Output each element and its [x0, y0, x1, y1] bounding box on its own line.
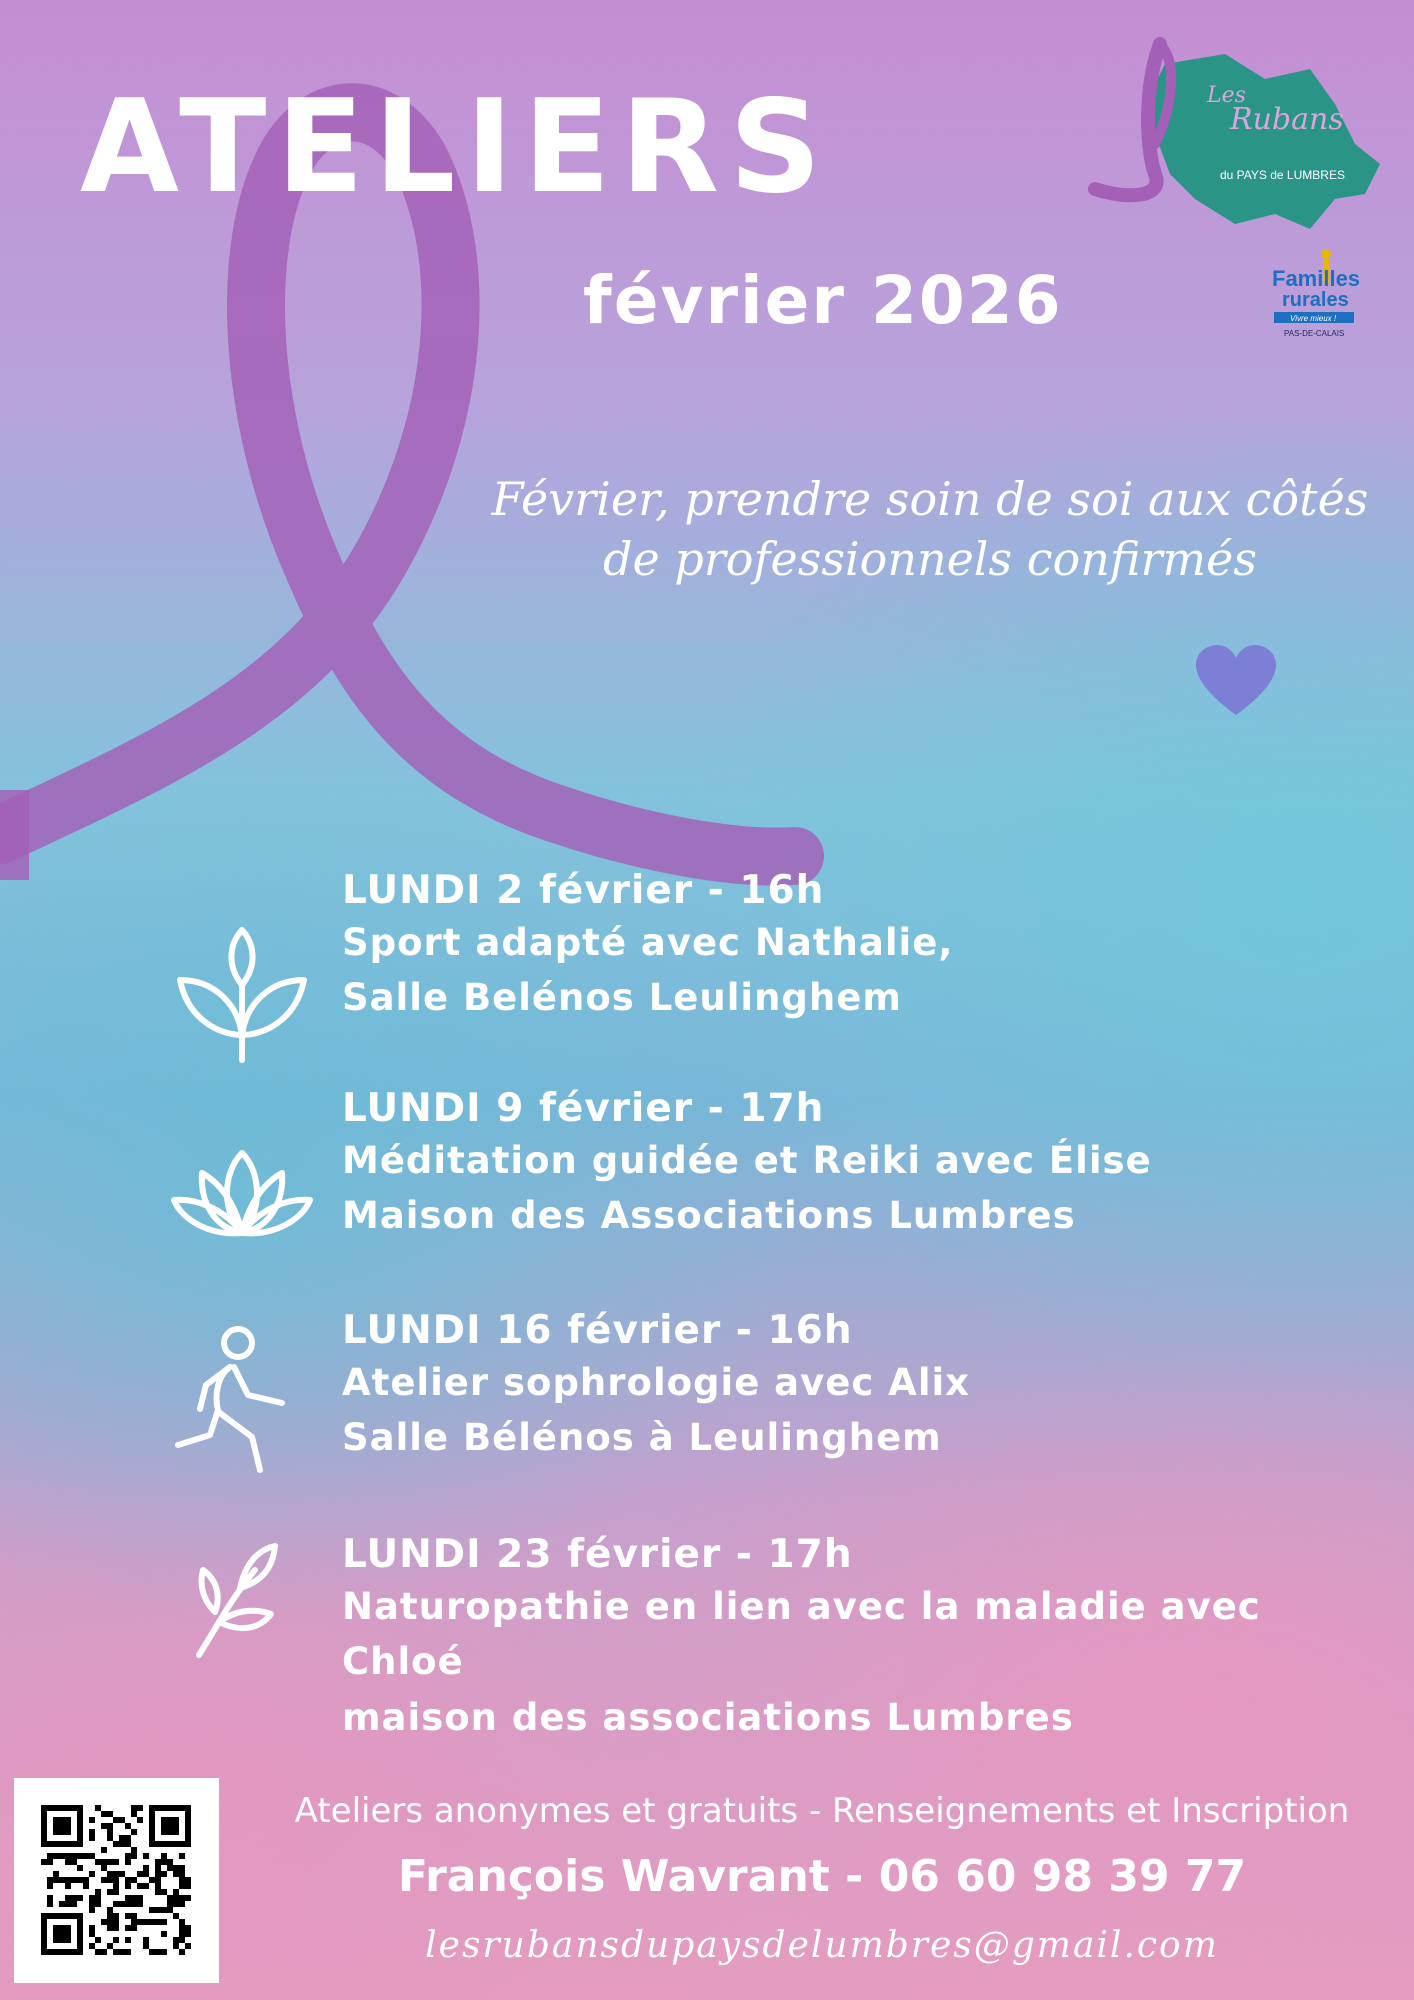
qr-code[interactable]	[14, 1778, 219, 1983]
qr-module	[41, 1859, 47, 1865]
qr-module	[95, 1805, 101, 1811]
rurales-text: rurales	[1282, 289, 1349, 311]
qr-module	[173, 1913, 179, 1919]
event-date: LUNDI 16 février - 16h	[342, 1308, 853, 1353]
qr-module	[125, 1949, 131, 1955]
event-date: LUNDI 23 février - 17h	[342, 1532, 853, 1577]
qr-module	[131, 1913, 137, 1919]
qr-module	[137, 1805, 143, 1811]
qr-module	[77, 1853, 83, 1859]
qr-module	[155, 1883, 161, 1889]
qr-module	[107, 1859, 113, 1865]
qr-module	[101, 1823, 107, 1829]
qr-module	[155, 1859, 161, 1865]
qr-module	[107, 1823, 113, 1829]
pas-de-calais-text: PAS-DE-CALAIS	[1284, 329, 1345, 338]
logo-rubans-text: Rubans	[1230, 102, 1344, 137]
qr-module	[143, 1883, 149, 1889]
qr-module	[77, 1877, 83, 1883]
qr-module	[137, 1883, 143, 1889]
page-title: ATELIERS	[80, 73, 832, 222]
qr-module	[131, 1805, 137, 1811]
qr-module	[125, 1913, 131, 1919]
qr-module	[167, 1865, 173, 1871]
qr-module	[131, 1901, 137, 1907]
qr-module	[113, 1937, 119, 1943]
qr-module	[95, 1859, 101, 1865]
qr-module	[125, 1823, 131, 1829]
footer-contact: François Wavrant - 06 60 98 39 77	[397, 1851, 1247, 1902]
qr-module	[47, 1895, 53, 1901]
qr-module	[161, 1919, 167, 1925]
qr-module	[107, 1871, 113, 1877]
qr-module	[59, 1901, 65, 1907]
qr-module	[155, 1871, 161, 1877]
qr-module	[95, 1889, 101, 1895]
qr-module	[143, 1919, 149, 1925]
qr-module	[59, 1877, 65, 1883]
qr-module	[173, 1937, 179, 1943]
qr-module	[101, 1865, 107, 1871]
qr-module	[161, 1871, 167, 1877]
qr-module	[77, 1895, 83, 1901]
qr-module	[119, 1835, 125, 1841]
qr-module	[161, 1931, 167, 1937]
event-item-4	[342, 1532, 1382, 1745]
qr-module	[89, 1871, 95, 1877]
qr-module	[143, 1865, 149, 1871]
qr-module	[131, 1877, 137, 1883]
qr-module	[149, 1949, 155, 1955]
qr-module	[155, 1949, 161, 1955]
event-item-3	[342, 1308, 1382, 1466]
tagline-line-2: de professionnels confirmés	[603, 531, 1257, 586]
qr-module	[53, 1871, 59, 1877]
familles-text: Familles	[1272, 266, 1360, 291]
event-activity: Méditation guidée et Reiki avec Élise	[342, 1138, 1152, 1182]
qr-module	[155, 1907, 161, 1913]
qr-module	[113, 1913, 119, 1919]
qr-module	[143, 1937, 149, 1943]
qr-module	[47, 1901, 53, 1907]
event-location: Salle Belénos Leulinghem	[342, 976, 902, 1020]
qr-module	[107, 1943, 113, 1949]
qr-module	[125, 1859, 131, 1865]
qr-module	[173, 1901, 179, 1907]
qr-module	[137, 1901, 143, 1907]
qr-module	[137, 1919, 143, 1925]
qr-module	[125, 1895, 131, 1901]
tagline	[430, 470, 1414, 590]
qr-module	[107, 1907, 113, 1913]
event-activity: Naturopathie en lien avec la maladie avec Chloé	[342, 1584, 1261, 1684]
qr-module	[131, 1847, 137, 1853]
qr-module	[113, 1919, 119, 1925]
qr-module	[161, 1907, 167, 1913]
qr-module	[107, 1811, 113, 1817]
event-date: LUNDI 9 février - 17h	[342, 1086, 825, 1131]
qr-module	[143, 1853, 149, 1859]
qr-module	[107, 1919, 113, 1925]
qr-module	[101, 1811, 107, 1817]
qr-finder-pattern	[53, 1817, 71, 1835]
qr-module	[47, 1859, 53, 1865]
qr-module	[113, 1877, 119, 1883]
qr-module	[131, 1925, 137, 1931]
vivre-mieux-text: Vivre mieux !	[1290, 314, 1337, 323]
qr-module	[101, 1919, 107, 1925]
qr-module	[173, 1895, 179, 1901]
qr-module	[155, 1865, 161, 1871]
qr-module	[173, 1865, 179, 1871]
qr-module	[167, 1907, 173, 1913]
qr-module	[95, 1949, 101, 1955]
qr-finder-pattern	[161, 1817, 179, 1835]
qr-module	[161, 1889, 167, 1895]
qr-module	[137, 1871, 143, 1877]
qr-module	[65, 1883, 71, 1889]
qr-module	[47, 1877, 53, 1883]
qr-module	[113, 1871, 119, 1877]
qr-module	[83, 1883, 89, 1889]
qr-module	[155, 1919, 161, 1925]
qr-module	[59, 1853, 65, 1859]
qr-module	[89, 1931, 95, 1937]
qr-module	[179, 1925, 185, 1931]
qr-module	[131, 1853, 137, 1859]
logo-pays-text: du PAYS de LUMBRES	[1220, 168, 1345, 182]
qr-module	[89, 1853, 95, 1859]
event-location: Maison des Associations Lumbres	[342, 1194, 1076, 1238]
qr-module	[89, 1895, 95, 1901]
qr-module	[113, 1859, 119, 1865]
qr-module	[131, 1811, 137, 1817]
qr-module	[125, 1925, 131, 1931]
qr-module	[119, 1817, 125, 1823]
qr-module	[83, 1877, 89, 1883]
qr-module	[71, 1853, 77, 1859]
qr-module	[95, 1901, 101, 1907]
qr-code-image	[14, 1778, 219, 1983]
qr-module	[71, 1901, 77, 1907]
event-item-2	[342, 1086, 1382, 1244]
qr-module	[179, 1883, 185, 1889]
qr-module	[53, 1877, 59, 1883]
footer-email-link[interactable]: lesrubansdupaysdelumbres@gmail.com	[425, 1925, 1219, 1966]
qr-module	[179, 1871, 185, 1877]
qr-module	[47, 1853, 53, 1859]
qr-module	[179, 1895, 185, 1901]
herb-branch-icon	[185, 1540, 280, 1660]
qr-module	[107, 1913, 113, 1919]
qr-module	[179, 1919, 185, 1925]
qr-module	[71, 1895, 77, 1901]
qr-module	[113, 1883, 119, 1889]
qr-module	[89, 1907, 95, 1913]
qr-module	[161, 1859, 167, 1865]
event-activity: Atelier sophrologie avec Alix	[342, 1360, 971, 1404]
qr-module	[149, 1877, 155, 1883]
leaf-sprout-icon	[170, 925, 315, 1065]
qr-module	[95, 1937, 101, 1943]
qr-module	[65, 1877, 71, 1883]
qr-module	[173, 1943, 179, 1949]
qr-module	[107, 1877, 113, 1883]
qr-module	[179, 1865, 185, 1871]
qr-module	[131, 1919, 137, 1925]
qr-module	[113, 1925, 119, 1931]
qr-module	[113, 1901, 119, 1907]
qr-module	[107, 1835, 113, 1841]
event-date: LUNDI 2 février - 16h	[342, 868, 825, 913]
qr-module	[89, 1925, 95, 1931]
qr-module	[143, 1871, 149, 1877]
qr-module	[95, 1895, 101, 1901]
qr-module	[107, 1889, 113, 1895]
qr-module	[65, 1853, 71, 1859]
qr-module	[185, 1931, 191, 1937]
qr-module	[185, 1925, 191, 1931]
qr-module	[131, 1829, 137, 1835]
qr-module	[179, 1949, 185, 1955]
qr-module	[179, 1877, 185, 1883]
qr-module	[125, 1835, 131, 1841]
qr-module	[143, 1943, 149, 1949]
qr-module	[137, 1895, 143, 1901]
qr-module	[185, 1895, 191, 1901]
qr-module	[77, 1865, 83, 1871]
qr-module	[89, 1835, 95, 1841]
qr-module	[167, 1895, 173, 1901]
qr-module	[47, 1883, 53, 1889]
qr-module	[185, 1883, 191, 1889]
qr-module	[113, 1817, 119, 1823]
footer-note: Ateliers anonymes et gratuits - Renseignements et Inscription	[294, 1791, 1350, 1831]
qr-module	[185, 1943, 191, 1949]
qr-module	[65, 1901, 71, 1907]
qr-module	[119, 1841, 125, 1847]
qr-module	[149, 1919, 155, 1925]
les-rubans-logo	[1085, 24, 1385, 244]
page-subtitle: février 2026	[583, 262, 1063, 339]
qr-module	[65, 1859, 71, 1865]
familles-rurales-logo	[1268, 246, 1360, 342]
event-location: maison des associations Lumbres	[342, 1695, 1074, 1739]
lotus-icon	[170, 1148, 315, 1238]
qr-module	[179, 1931, 185, 1937]
heart-icon	[1196, 645, 1276, 717]
qr-module	[179, 1901, 185, 1907]
qr-module	[137, 1817, 143, 1823]
qr-module	[113, 1841, 119, 1847]
qr-module	[71, 1859, 77, 1865]
qr-module	[131, 1895, 137, 1901]
qr-module	[149, 1907, 155, 1913]
qr-module	[125, 1937, 131, 1943]
event-location: Salle Bélénos à Leulinghem	[342, 1416, 942, 1460]
qr-module	[179, 1937, 185, 1943]
qr-module	[101, 1859, 107, 1865]
qr-module	[101, 1949, 107, 1955]
qr-module	[179, 1853, 185, 1859]
qr-module	[119, 1871, 125, 1877]
qr-module	[125, 1853, 131, 1859]
qr-module	[161, 1853, 167, 1859]
qr-module	[89, 1829, 95, 1835]
qr-module	[89, 1817, 95, 1823]
qr-module	[173, 1889, 179, 1895]
qr-module	[125, 1841, 131, 1847]
qr-module	[89, 1943, 95, 1949]
event-item-1	[342, 868, 1382, 1026]
qr-module	[101, 1877, 107, 1883]
qr-module	[53, 1853, 59, 1859]
qr-module	[155, 1889, 161, 1895]
tagline-line-1: Février, prendre soin de soi aux côtés	[491, 472, 1369, 526]
logo-les-text: Les	[1207, 83, 1246, 108]
qr-module	[119, 1949, 125, 1955]
qr-module	[107, 1925, 113, 1931]
qr-finder-pattern	[53, 1925, 71, 1943]
qr-module	[89, 1901, 95, 1907]
qr-module	[101, 1847, 107, 1853]
qr-module	[167, 1859, 173, 1865]
qr-module	[125, 1883, 131, 1889]
qr-module	[125, 1877, 131, 1883]
qr-module	[113, 1889, 119, 1895]
qr-module	[173, 1871, 179, 1877]
qr-module	[155, 1877, 161, 1883]
walking-person-icon	[170, 1325, 295, 1475]
qr-module	[83, 1853, 89, 1859]
qr-module	[107, 1829, 113, 1835]
event-activity: Sport adapté avec Nathalie,	[342, 920, 954, 964]
qr-module	[113, 1949, 119, 1955]
qr-module	[161, 1949, 167, 1955]
qr-module	[185, 1877, 191, 1883]
qr-module	[167, 1901, 173, 1907]
qr-module	[119, 1901, 125, 1907]
qr-module	[125, 1901, 131, 1907]
qr-module	[65, 1895, 71, 1901]
qr-module	[71, 1877, 77, 1883]
